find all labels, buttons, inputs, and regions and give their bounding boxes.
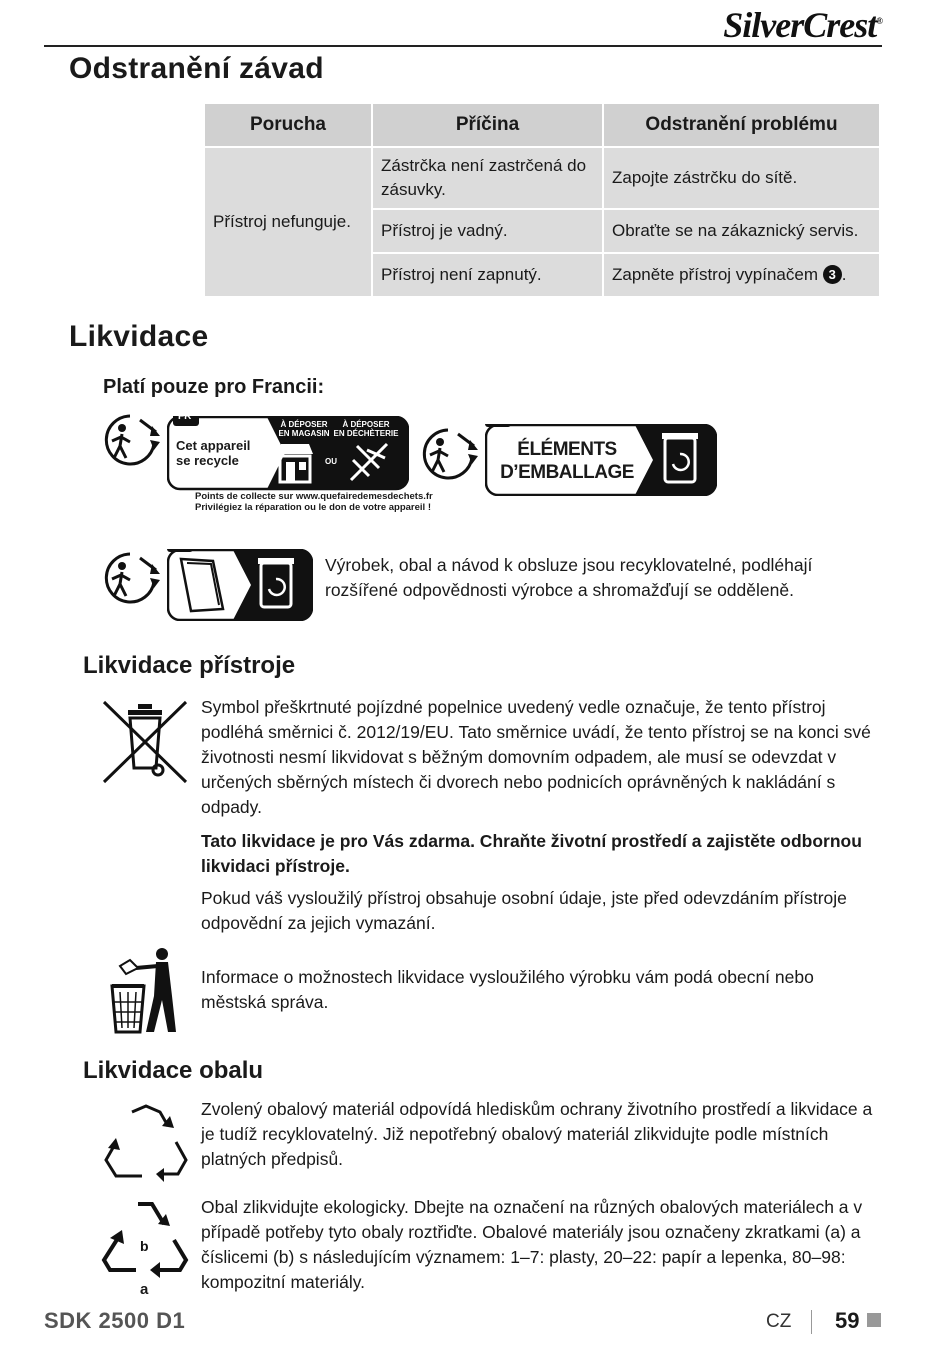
recycling-code-icon [100, 1198, 190, 1280]
troubleshooting-title: Odstranění závad [69, 52, 324, 85]
deposit-store-2: EN MAGASIN [278, 429, 330, 438]
page-marker [867, 1313, 881, 1327]
deposit-store-1: À DÉPOSER [280, 420, 328, 429]
collect-note-2: Privilégiez la réparation ou le don de votre appareil ! [195, 502, 431, 513]
header-fix: Odstranění problému [603, 103, 880, 147]
header-rule [44, 45, 882, 47]
page-number: 59 [835, 1308, 860, 1333]
device-label-line1: Cet appareil [176, 438, 251, 453]
recycling-code-b: b [140, 1238, 149, 1254]
fix-cell: Zapojte zástrčku do sítě. [603, 147, 880, 209]
store-icon [275, 442, 315, 484]
header-cause: Příčina [372, 103, 603, 147]
fr-tag: FR [490, 412, 504, 423]
triman-device-label [167, 411, 409, 490]
cause-cell: Přístroj není zapnutý. [372, 253, 603, 297]
packaging-codes-text: Obal zlikvidujte ekologicky. Dbejte na označení na různých obalových materiálech a v případě potřeby tyto obaly roztřiďte. Obalové materiály jsou označeny zkratkami (a) a číslicemi (b) s následujícím významem: 1–7: plasty, 20–22: papír a lepenka, 80–98: kompozitní materiály. [201, 1197, 863, 1292]
fix-cell: Zapněte přístroj vypínačem 3 . [603, 253, 880, 297]
recyclable-note: Výrobek, obal a návod k obsluze jsou recyklovatelné, podléhají rozšířené odpovědnosti výrobce a shromažďují se odděleně. [325, 555, 813, 600]
or-label: OU [325, 457, 337, 466]
device-label-line2: se recycle [176, 453, 239, 468]
packaging-material-text: Zvolený obalový materiál odpovídá hlediskům ochrany životního prostředí a likvidace a je tudíž recyklovatelný. Již nepotřebný obalový materiál zlikvidujte podle místních platných předpisů. [201, 1099, 873, 1169]
collect-note-1: Points de collecte sur www.quefairedemesdechets.fr [195, 491, 433, 502]
triman-icon [100, 548, 168, 608]
free-disposal-text: Tato likvidace je pro Vás zdarma. Chraňte životní prostředí a zajistěte odbornou likvidaci přístroje. [201, 831, 862, 876]
switch-reference-badge: 3 [823, 265, 842, 284]
fr-tag: FR [178, 411, 192, 422]
cause-cell: Zástrčka není zastrčená do zásuvky. [372, 147, 603, 209]
municipal-info-text: Informace o možnostech likvidace vysloužilého výrobku vám podá obecní nebo městská správa. [201, 967, 814, 1012]
triman-icon [100, 410, 168, 470]
disposal-title: Likvidace [69, 320, 209, 353]
crossed-bin-icon [100, 698, 190, 786]
france-only-heading: Platí pouze pro Francii: [103, 376, 325, 398]
recycling-icon [102, 1102, 190, 1184]
device-disposal-title: Likvidace přístroje [83, 652, 296, 679]
footer-model: SDK 2500 D1 [44, 1308, 186, 1333]
header-fault: Porucha [204, 103, 372, 147]
litter-bin-icon [106, 946, 182, 1034]
deposit-dump-2: EN DÉCHÈTERIE [333, 429, 399, 438]
footer-separator [811, 1310, 812, 1334]
fix-cell: Obraťte se na zákaznický servis. [603, 209, 880, 253]
packaging-label-line1: ÉLÉMENTS [517, 439, 617, 460]
dump-icon [347, 440, 391, 484]
troubleshooting-table [203, 102, 881, 298]
footer-language: CZ [766, 1311, 792, 1332]
weee-text: Symbol přeškrtnuté pojízdné popelnice uvedený vedle označuje, že tento přístroj podléhá směrnici č. 2012/19/EU. Tato směrnice uvádí, že tento přístroj se na konci své životnosti nesmí likvidovat s běžným domovním odpadem, ale musí se odevzdat v určených sběrných místech či dvorech nebo podnicích oprávněných k nakládání s odpady. [201, 697, 871, 817]
packaging-disposal-title: Likvidace obalu [83, 1057, 264, 1084]
triman-paper-label [167, 537, 313, 621]
personal-data-text: Pokud váš vysloužilý přístroj obsahuje osobní údaje, jste před odevzdáním přístroje odpovědní za jejich vymazání. [201, 888, 847, 933]
deposit-dump-1: À DÉPOSER [342, 420, 390, 429]
brand-logo: SilverCrest® [723, 5, 882, 45]
fault-cell: Přístroj nefunguje. [204, 147, 372, 297]
cause-cell: Přístroj je vadný. [372, 209, 603, 253]
recycling-code-a: a [140, 1281, 149, 1298]
packaging-label-line2: D’EMBALLAGE [500, 462, 634, 483]
triman-packaging-label [485, 412, 717, 496]
triman-icon [418, 424, 486, 484]
fr-tag: FR [172, 537, 186, 548]
